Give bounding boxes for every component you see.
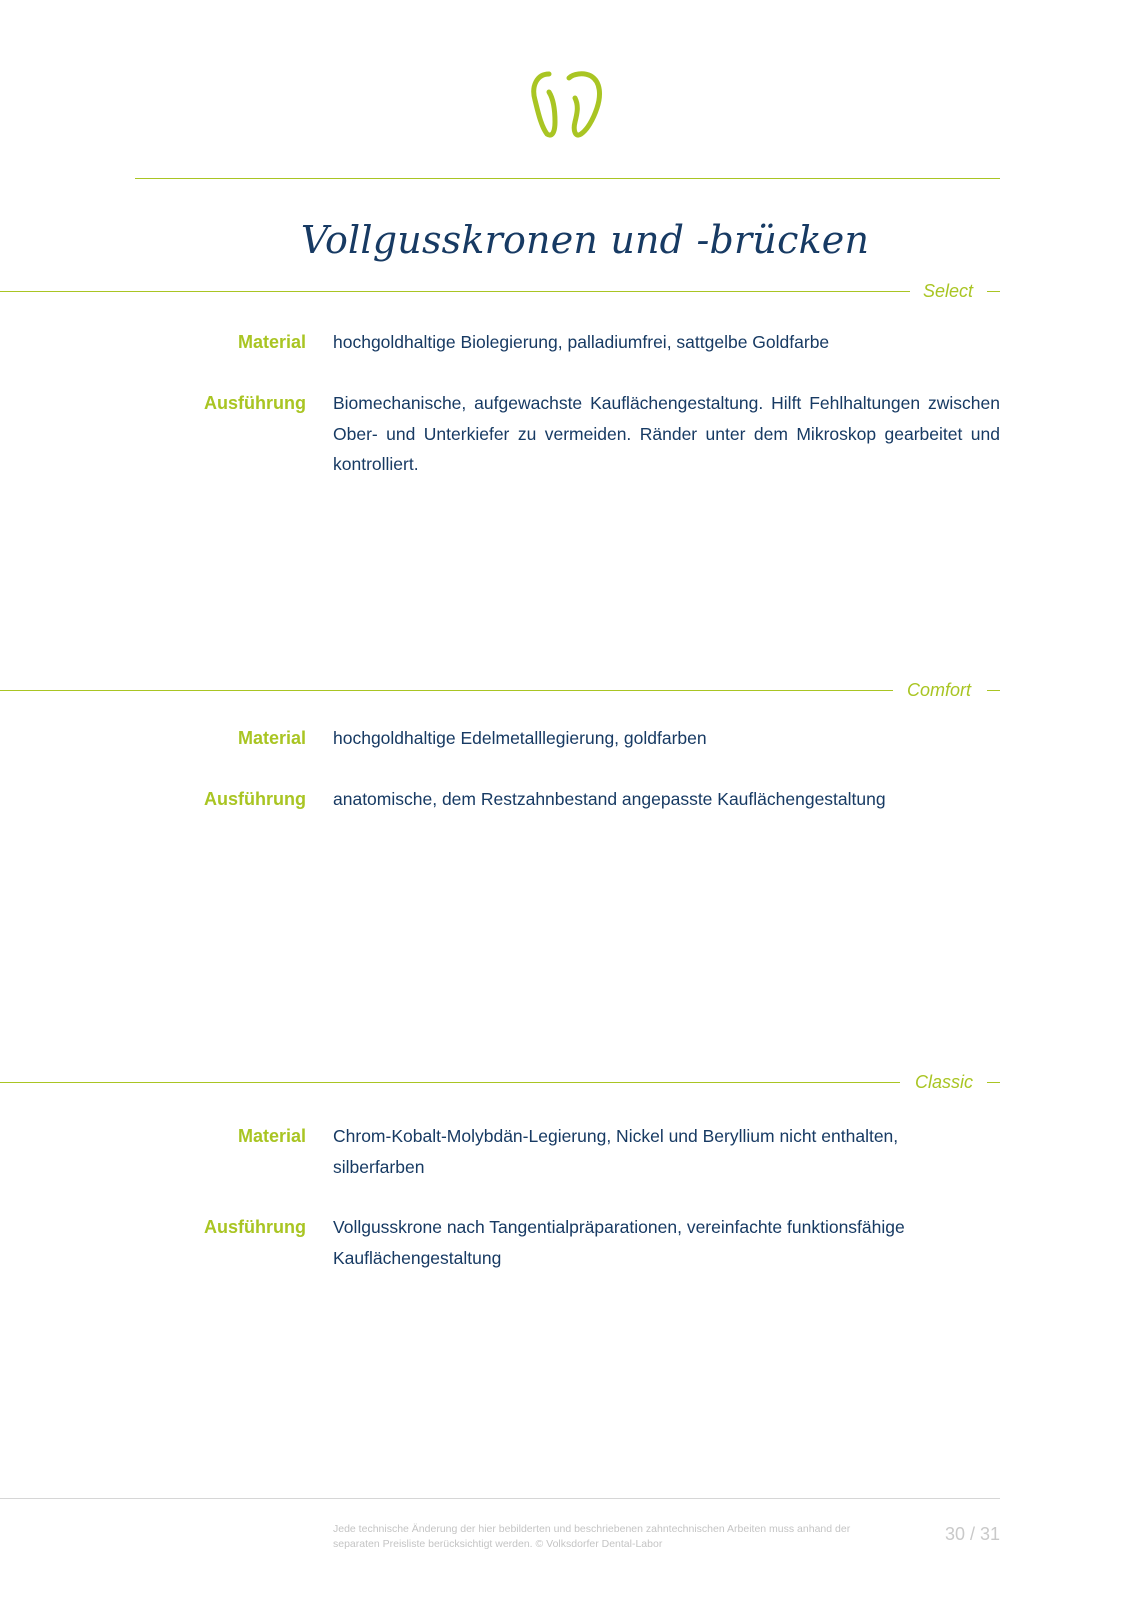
footer-rule [0, 1498, 1000, 1499]
tooth-icon [529, 68, 603, 138]
spec-value: anatomische, dem Restzahnbestand angepasste Kauflächengestaltung [333, 789, 886, 809]
spec-key: Ausführung [204, 393, 306, 413]
spec-value: Biomechanische, aufgewachste Kauflächengestaltung. Hilft Fehlhaltungen zwischen Ober- und Unterkiefer zu vermeiden. Ränder unter dem Mikroskop gearbeitet und kontrolliert. [333, 393, 1000, 474]
spec-value: hochgoldhaltige Edelmetalllegierung, goldfarben [333, 728, 707, 748]
section-header-classic [0, 1070, 1000, 1094]
footer-note: Jede technische Änderung der hier bebilderten und beschriebenen zahntechnischen Arbeiten muss anhand der separaten Preisliste berücksichtigt werden. © Volksdorfer Dental-Labor [333, 1523, 851, 1550]
section-header-comfort [0, 678, 1000, 702]
page-number: 30 / 31 [944, 1524, 1000, 1544]
page-title: Vollgusskronen und -brücken [300, 218, 870, 262]
spec-value: Chrom-Kobalt-Molybdän-Legierung, Nickel und Beryllium nicht enthalten, silberfarben [333, 1126, 899, 1177]
header-rule [135, 178, 1000, 179]
section-label: Select [923, 281, 974, 301]
spec-key: Material [237, 1126, 306, 1146]
section-header-select [0, 279, 1000, 303]
spec-key: Ausführung [204, 1217, 306, 1237]
section-label: Comfort [907, 680, 972, 700]
spec-value: hochgoldhaltige Biolegierung, palladiumfrei, sattgelbe Goldfarbe [333, 332, 830, 352]
spec-key: Material [237, 332, 306, 352]
spec-key: Material [237, 728, 306, 748]
spec-value: Vollgusskrone nach Tangentialpräparationen, vereinfachte funktionsfähige Kauflächengestaltung [333, 1217, 905, 1268]
section-label: Classic [915, 1072, 974, 1092]
spec-key: Ausführung [204, 789, 306, 809]
